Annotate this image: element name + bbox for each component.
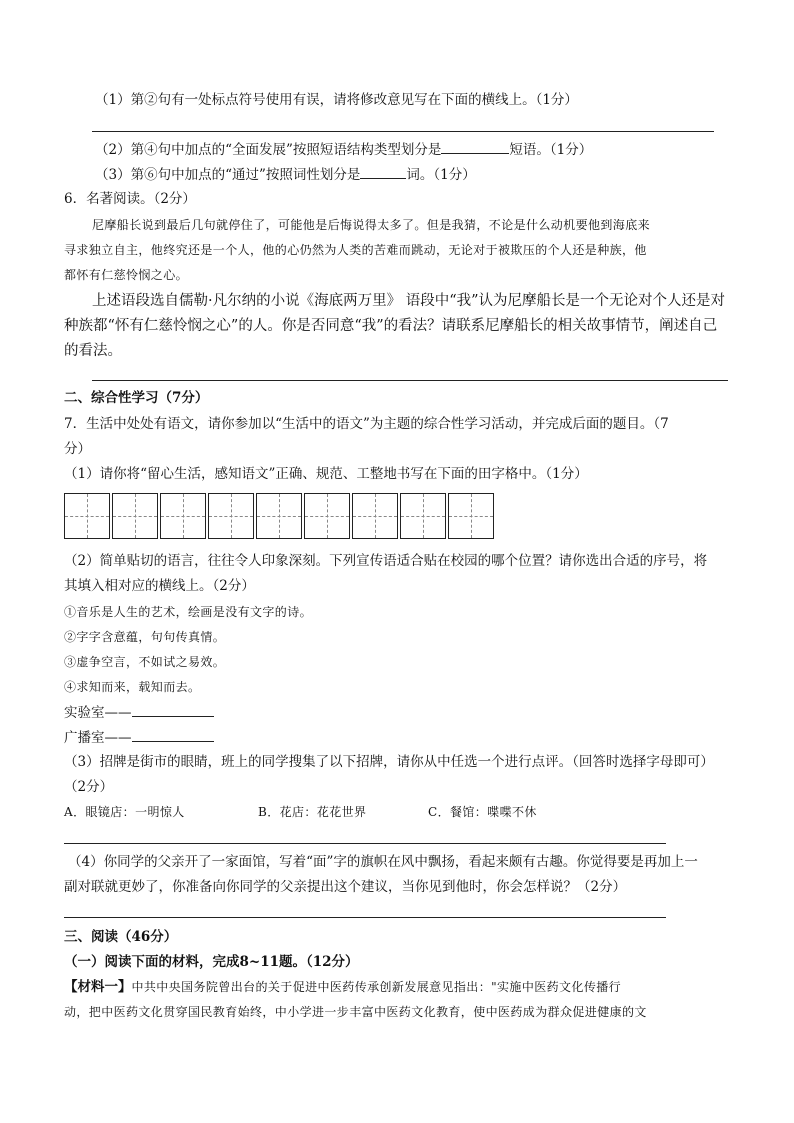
- tianzige-cell[interactable]: [304, 493, 350, 539]
- q7-part4-line: （4）你同学的父亲开了一家面馆，写着“面”字的旗帜在风中飘扬，看起来颇有古趣。你觉得要是再加上一: [68, 854, 698, 870]
- q5-part1: （1）第②句有一处标点符号使用有误，请将修改意见写在下面的横线上。（1分）: [95, 92, 578, 108]
- tianzige-cell[interactable]: [64, 493, 110, 539]
- q7-part3-line: （2分）: [64, 779, 114, 795]
- slogan-2: ②字字含意蕴，句句传真情。: [64, 630, 226, 644]
- q6-title: 6．名著阅读。（2分）: [64, 191, 196, 207]
- q5-part3-text: （3）第⑥句中加点的“通过”按照词性划分是: [95, 167, 361, 183]
- reading-part1-title: （一）阅读下面的材料，完成8~11题。（12分）: [64, 954, 359, 970]
- q6-quote-line: 都怀有仁慈怜悯之心。: [64, 268, 189, 282]
- tianzige-grid: [64, 493, 496, 539]
- sign-option-c: C．餐馆：喋喋不休: [428, 805, 537, 819]
- sign-option-a: A．眼镜店：一明惊人: [64, 805, 185, 819]
- tianzige-cell[interactable]: [352, 493, 398, 539]
- sign-option-b: B．花店：花花世界: [258, 805, 367, 819]
- q6-question-line: 上述语段选自儒勒·凡尔纳的小说《海底两万里》 语段中“我”认为尼摩船长是一个无论对个人还是对: [92, 293, 726, 309]
- q5-part3: [95, 164, 476, 185]
- broadcast-fill: [64, 727, 214, 748]
- tianzige-cell[interactable]: [112, 493, 158, 539]
- q7-part1: （1）请你将“留心生活，感知语文”正确、规范、工整地书写在下面的田字格中。（1分）: [64, 466, 588, 482]
- tianzige-cell[interactable]: [208, 493, 254, 539]
- q5-part3-suffix: 词。（1分）: [406, 167, 476, 183]
- lab-label: 实验室——: [64, 705, 132, 721]
- q6-quote-line: 寻求独立自主，他终究还是一个人，他的心仍然为人类的苦难而跳动，无论对于被欺压的个人还是种族，他: [64, 243, 647, 257]
- tianzige-cell[interactable]: [448, 493, 494, 539]
- broadcast-blank[interactable]: [132, 727, 214, 742]
- q6-question-line: 种族都“怀有仁慈怜悯之心”的人。你是否同意“我”的看法？请联系尼摩船长的相关故事情节，阐述自己: [64, 318, 718, 334]
- tianzige-cell[interactable]: [256, 493, 302, 539]
- q5-part2-text: （2）第④句中加点的“全面发展”按照短语结构类型划分是: [95, 142, 442, 158]
- q7-intro-line: 分）: [64, 441, 91, 457]
- q5-part3-blank[interactable]: [360, 164, 406, 179]
- q7-part4-answer-line[interactable]: [64, 917, 666, 918]
- q7-part4-line: 副对联就更妙了，你准备向你同学的父亲提出这个建议，当你见到他时，你会怎样说？（2分）: [64, 879, 627, 895]
- broadcast-label: 广播室——: [64, 730, 132, 746]
- material1-label: 【材料一】: [64, 979, 132, 995]
- q5-part1-answer-line[interactable]: [92, 131, 714, 132]
- section2-title: 二、综合性学习（7分）: [64, 390, 209, 406]
- material1-text: 中共中央国务院曾出台的关于促进中医药传承创新发展意见指出："实施中医药文化传播行: [131, 980, 622, 994]
- lab-fill: [64, 702, 214, 723]
- slogan-4: ④求知而来，载知而去。: [64, 680, 201, 694]
- q5-part2-blank[interactable]: [441, 139, 509, 154]
- material1-line: [64, 977, 621, 997]
- slogan-3: ③虚争空言，不如试之易效。: [64, 655, 226, 669]
- q7-part2-line: 其填入相对应的横线上。（2分）: [64, 578, 255, 594]
- q7-part2-line: （2）简单贴切的语言，往往令人印象深刻。下列宣传语适合贴在校园的哪个位置？请你选出合适的序号，将: [64, 553, 708, 569]
- tianzige-cell[interactable]: [400, 493, 446, 539]
- lab-blank[interactable]: [132, 702, 214, 717]
- section3-title: 三、阅读（46分）: [64, 929, 178, 945]
- q6-question-line: 的看法。: [64, 343, 122, 359]
- q5-part2: [95, 139, 592, 160]
- material1-line: 动，把中医药文化贯穿国民教育始终，中小学进一步丰富中医药文化教育，使中医药成为群众促进健康的文: [64, 1005, 647, 1019]
- tianzige-cell[interactable]: [160, 493, 206, 539]
- q6-answer-line[interactable]: [92, 380, 728, 381]
- q7-part3-answer-line[interactable]: [64, 843, 666, 844]
- q7-part3-line: （3）招牌是街市的眼睛，班上的同学搜集了以下招牌，请你从中任选一个进行点评。（回答时选择字母即可）: [64, 754, 714, 770]
- q7-intro-line: 7．生活中处处有语文，请你参加以“生活中的语文”为主题的综合性学习活动，并完成后面的题目。（7: [64, 416, 669, 432]
- slogan-1: ①音乐是人生的艺术，绘画是没有文字的诗。: [64, 605, 313, 619]
- q6-quote-line: 尼摩船长说到最后几句就停住了，可能他是后悔说得太多了。但是我猜，不论是什么动机要他到海底来: [92, 218, 651, 232]
- q5-part2-suffix: 短语。（1分）: [509, 142, 593, 158]
